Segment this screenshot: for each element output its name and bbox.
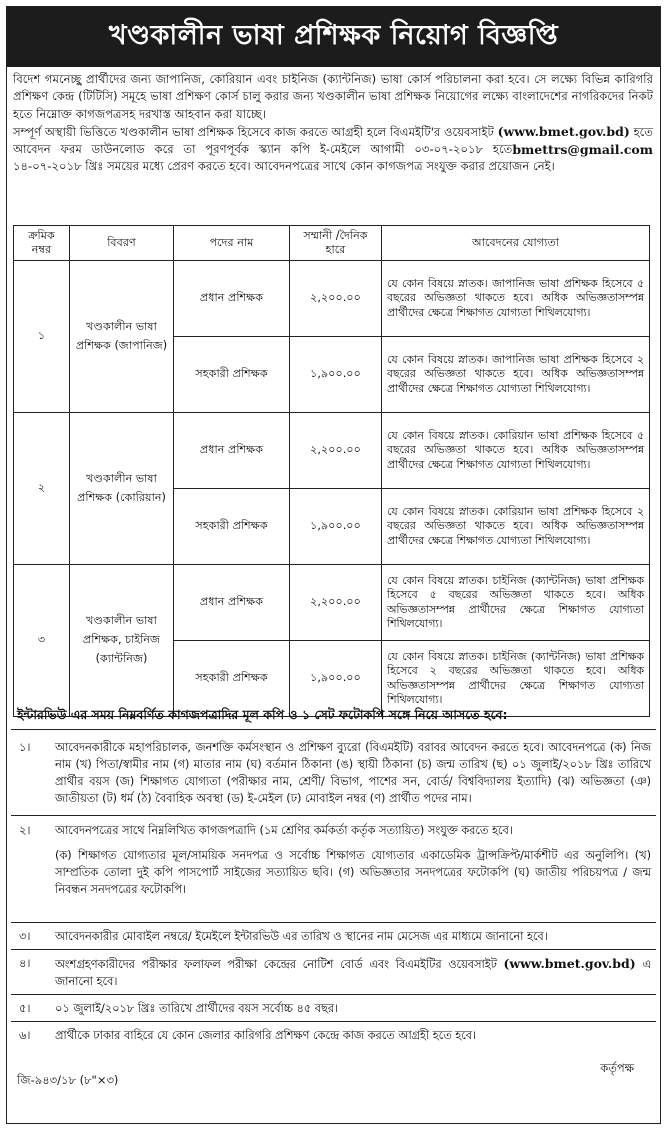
website-link[interactable]: (www.bmet.gov.bd) [497, 123, 630, 139]
intro-paragraph-1: বিদেশ গমনেচ্ছু প্রার্থীদের জন্য জাপানিজ, কোরিয়ান এবং চাইনিজ (ক্যান্টনিজ) ভাষা কোর্স পরিচালনা করা হবে। সে লক্ষ্যে বিভিন্ন কারিগরি প্রশিক্ষণ কেন্দ্র (টিটিসি) সমূহে ভাষা প্রশিক্ষণ কোর্স চালু করার জন্য খণ্ডকালীন ভাষা প্রশিক্ষক নিয়োগের লক্ষ্যে বাংলাদেশের নাগরিকদের নিকট হতে নিম্নোক্ত কাগজপত্রসহ দরখাস্ত আহবান করা যাচ্ছে। [13, 72, 653, 121]
row-serial: ২ [14, 413, 70, 565]
list-item [15, 822, 651, 839]
item-number: ৪। [19, 957, 31, 970]
table-header-row [14, 226, 650, 261]
divider [11, 949, 656, 950]
intro-text-a: সম্পূর্ণ অস্থায়ী ভিত্তিতে খণ্ডকালীন ভাষা প্রশিক্ষক হিসেবে কাজ করতে আগ্রহী হলে বিএমইটি'র ওয়েবসাইট [13, 124, 494, 139]
item-text [55, 955, 651, 990]
header-serial: ক্রমিক নম্বর [14, 226, 70, 261]
divider [11, 815, 656, 816]
item-number: ৩। [19, 930, 31, 943]
post-name: সহকারী প্রশিক্ষক [174, 489, 290, 565]
item-number: ৬। [19, 1029, 31, 1042]
post-rate: ১,৯০০.০০ [290, 337, 382, 413]
notice-title: খণ্ডকালীন ভাষা প্রশিক্ষক নিয়োগ বিজ্ঞপ্তি [7, 7, 660, 67]
row-description: খণ্ডকালীন ভাষা প্রশিক্ষক (জাপানিজ) [70, 261, 174, 413]
row-description: খণ্ডকালীন ভাষা প্রশিক্ষক, চাইনিজ (ক্যান্টনিজ) [70, 565, 174, 717]
authority-signature: কর্তৃপক্ষ [600, 1061, 634, 1075]
item-text: ০১ জুলাই/২০১৮ খ্রিঃ তারিখে প্রার্থীদের বয়স সর্বোচ্চ ৪৫ বছর। [55, 1002, 339, 1015]
header-description: বিবরণ [70, 226, 174, 261]
intro-text-c: ই-মেইলে আগামী ০৩-০৭-২০১৮ হতে ১৪-০৭-২০১৮ খ্রিঃ সময়ের মধ্যে প্রেরণ করতে হবে। আবেদনপত্রের সাথে কোন কাগজপত্র সংযুক্ত করার প্রয়োজন নেই। [13, 142, 555, 174]
item-text: প্রার্থীকে ঢাকার বাহিরে যে কোন জেলার কারিগরি প্রশিক্ষণ কেন্দ্রে কাজ করতে আগ্রহী হতে হবে। [55, 1029, 477, 1042]
post-name: সহকারী প্রশিক্ষক [174, 337, 290, 413]
header-rate: সম্মানী /দৈনিক হারে [290, 226, 382, 261]
email-link[interactable]: bmettrs@gmail.com [512, 142, 653, 158]
list-item [15, 1000, 651, 1017]
post-rate: ১,৯০০.০০ [290, 641, 382, 717]
post-qualification: যে কোন বিষয়ে স্নাতক। চাইনিজ (ক্যান্টনিজ) ভাষা প্রশিক্ষক হিসেবে ২ বছরের অভিজ্ঞতা থাকতে হবে। অধিক অভিজ্ঞতাসম্পন্ন প্রার্থীদের ক্ষেত্রে শিক্ষাগত যোগ্যতা শিথিলযোগ্য। [382, 641, 650, 717]
table-row [14, 565, 650, 641]
post-qualification: যে কোন বিষয়ে স্নাতক। জাপানিজ ভাষা প্রশিক্ষক হিসেবে ২ বছরের অভিজ্ঞতা থাকতে হবে। অধিক অভিজ্ঞতাসম্পন্ন প্রার্থীদের ক্ষেত্রে শিক্ষাগত যোগ্যতা শিথিলযোগ্য। [382, 337, 650, 413]
website-link[interactable]: (www.bmet.gov.bd) [503, 956, 636, 971]
list-item [15, 847, 651, 898]
divider [11, 1021, 656, 1022]
post-rate: ২,২০০.০০ [290, 565, 382, 641]
post-rate: ১,৯০০.০০ [290, 489, 382, 565]
item-number: ১। [19, 741, 31, 754]
list-item [15, 928, 651, 945]
intro-text-b: হতে আবেদন ফরম ডাউনলোড করে তা পূরণপূর্বক স্ক্যান কপি [13, 124, 654, 157]
item-text: (ক) শিক্ষাগত যোগ্যতার মূল/সাময়িক সনদপত্র ও সর্বোচ্চ শিক্ষাগত যোগ্যতার একাডেমিক ট্রান্সক্রিপ্ট/মার্কশীট এর অনুলিপি। (খ) সাম্প্রতিক তোলা দুই কপি পাসপোর্ট সাইজের সত্যায়িত ছবি। (গ) অভিজ্ঞতার সনদপত্রের ফটোকপি (ঘ) জাতীয় পরিচয়পত্র / জন্ম নিবন্ধন সনদপত্রের ফটোকপি। [55, 849, 651, 896]
list-item [15, 955, 651, 990]
post-rate: ২,২০০.০০ [290, 261, 382, 337]
table-row [14, 413, 650, 489]
post-name: প্রধান প্রশিক্ষক [174, 413, 290, 489]
divider [11, 922, 656, 923]
item-text-b: এ জানানো হবে। [55, 958, 651, 988]
item-text-a: অংশগ্রহণকারীদের পরীক্ষার ফলাফল পরীক্ষা কেন্দ্রের নোটিশ বোর্ড এবং বিএমইটির ওয়েবসাইট [55, 958, 497, 971]
post-name: সহকারী প্রশিক্ষক [174, 641, 290, 717]
header-post: পদের নাম [174, 226, 290, 261]
post-qualification: যে কোন বিষয়ে স্নাতক। জাপানিজ ভাষা প্রশিক্ষক হিসেবে ৫ বছরের অভিজ্ঞতা থাকতে হবে। অধিক অভিজ্ঞতাসম্পন্ন প্রার্থীদের ক্ষেত্রে শিক্ষাগত যোগ্যতা শিথিলযোগ্য। [382, 261, 650, 337]
list-item [15, 739, 651, 807]
requirements-heading: ইন্টারভিউ এর সময় নিম্নবর্ণিত কাগজপত্রাদির মূল কপি ও ১ সেট ফটোকপি সঙ্গে নিয়ে আসতে হবে: [17, 707, 508, 722]
post-name: প্রধান প্রশিক্ষক [174, 261, 290, 337]
post-rate: ২,২০০.০০ [290, 413, 382, 489]
list-item [15, 1027, 651, 1044]
post-qualification: যে কোন বিষয়ে স্নাতক। কোরিয়ান ভাষা প্রশিক্ষক হিসেবে ২ বছরের অভিজ্ঞতা থাকতে হবে। অধিক অভিজ্ঞতাসম্পন্ন প্রার্থীদের ক্ষেত্রে শিক্ষাগত যোগ্যতা শিথিলযোগ্য। [382, 489, 650, 565]
item-text: আবেদনপত্রের সাথে নিম্নলিখিত কাগজপত্রাদি (১ম শ্রেণির কর্মকর্তা কর্তৃক সত্যায়িত) সংযুক্ত করতে হবে। [55, 824, 513, 837]
item-number: ৫। [19, 1002, 31, 1015]
header-qualification: আবেদনের যোগ্যতা [382, 226, 650, 261]
post-name: প্রধান প্রশিক্ষক [174, 565, 290, 641]
positions-table [13, 225, 650, 717]
divider [11, 729, 656, 730]
notice-page [6, 6, 661, 1124]
post-qualification: যে কোন বিষয়ে স্নাতক। চাইনিজ (ক্যান্টনিজ) ভাষা প্রশিক্ষক হিসেবে ৫ বছরের অভিজ্ঞতা থাকতে হবে। অধিক অভিজ্ঞতাসম্পন্ন প্রার্থীদের ক্ষেত্রে শিক্ষাগত যোগ্যতা শিথিলযোগ্য। [382, 565, 650, 641]
divider [11, 994, 656, 995]
row-description: খণ্ডকালীন ভাষা প্রশিক্ষক (কোরিয়ান) [70, 413, 174, 565]
intro-paragraph-2 [13, 123, 653, 176]
post-qualification: যে কোন বিষয়ে স্নাতক। কোরিয়ান ভাষা প্রশিক্ষক হিসেবে ৫ বছরের অভিজ্ঞতা থাকতে হবে। অধিক অভিজ্ঞতাসম্পন্ন প্রার্থীদের ক্ষেত্রে শিক্ষাগত যোগ্যতা শিথিলযোগ্য। [382, 413, 650, 489]
reference-number: জি-৯৪৩/১৮ (৮"×৩) [17, 1073, 119, 1087]
item-text: আবেদনকারীকে মহাপরিচালক, জনশক্তি কর্মসংস্থান ও প্রশিক্ষণ ব্যুরো (বিএমইটি) বরাবর আবেদন করতে হবে। আবেদনপত্রে (ক) নিজ নাম (খ) পিতা/স্বামীর নাম (গ) মাতার নাম (ঘ) বর্তমান ঠিকানা (ঙ) স্থায়ী ঠিকানা (চ) জন্ম তারিখ (ছ) ০১ জুলাই/২০১৮ খ্রিঃ তারিখে প্রার্থীর বয়স (জ) শিক্ষাগত যোগ্যতা (পরীক্ষার নাম, শ্রেণী/ বিভাগ, পাশের সন, বোর্ড/ বিশ্ববিদ্যালয় ইত্যাদি) (ঝ) অভিজ্ঞতা (ঞ) জাতীয়তা (ট) ধর্ম (ঠ) বৈবাহিক অবস্থা (ড) ই-মেইল (ঢ) মোবাইল নম্বর (ণ) প্রার্থীত পদের নাম। [55, 741, 651, 805]
intro-section [13, 71, 653, 176]
row-serial: ৩ [14, 565, 70, 717]
table-row [14, 261, 650, 337]
row-serial: ১ [14, 261, 70, 413]
item-text: আবেদনকারীর মোবাইল নম্বরে/ ইমেইলে ইন্টারভিউ এর তারিখ ও স্থানের নাম মেসেজ এর মাধ্যমে জানানো হবে। [55, 930, 548, 943]
item-number: ২। [19, 824, 31, 837]
